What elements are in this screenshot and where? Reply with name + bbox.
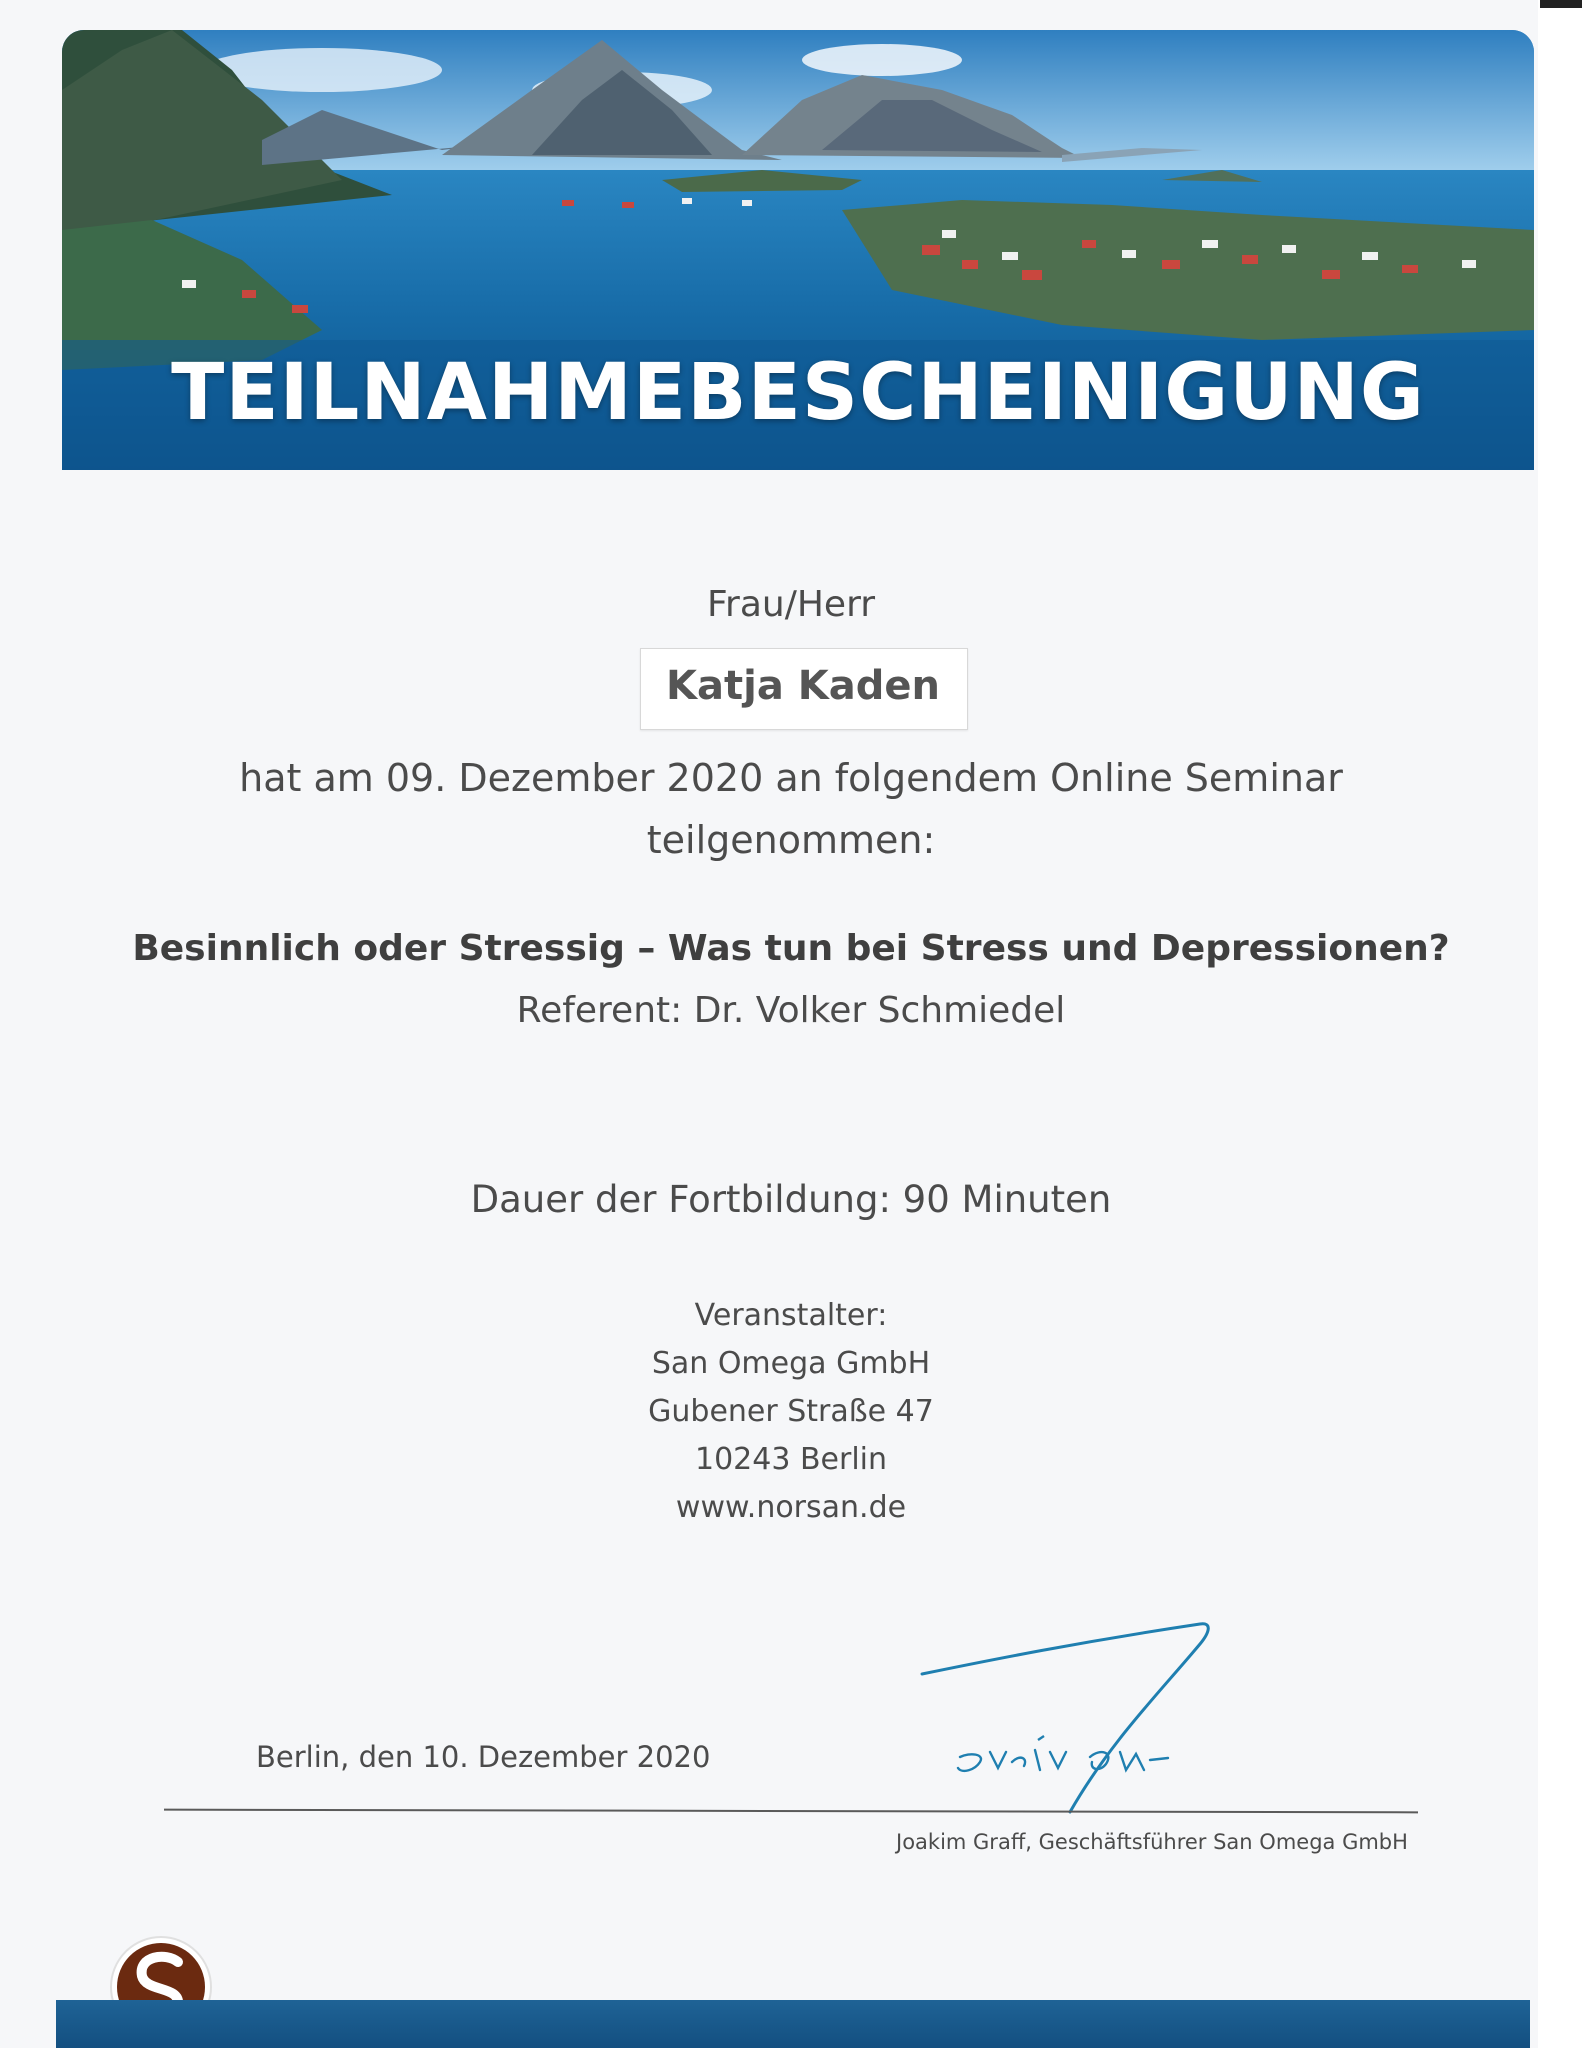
intro-line-2: teilgenommen: bbox=[646, 818, 936, 862]
organizer-city: 10243 Berlin bbox=[694, 1442, 888, 1477]
salutation: Frau/Herr bbox=[706, 584, 876, 625]
place-and-date: Berlin, den 10. Dezember 2020 bbox=[256, 1740, 711, 1774]
header-banner bbox=[62, 30, 1534, 470]
handwritten-signature bbox=[900, 1612, 1240, 1822]
scan-corner-mark bbox=[1540, 0, 1582, 8]
organizer-website: www.norsan.de bbox=[675, 1490, 907, 1525]
intro-line-1: hat am 09. Dezember 2020 an folgendem Online Seminar bbox=[239, 756, 1343, 800]
organizer-label: Veranstalter: bbox=[694, 1298, 888, 1333]
organizer-name: San Omega GmbH bbox=[651, 1346, 931, 1381]
signer-caption: Joakim Graff, Geschäftsführer San Omega GmbH bbox=[896, 1830, 1408, 1854]
seminar-speaker: Referent: Dr. Volker Schmiedel bbox=[516, 990, 1066, 1031]
certificate-title: TEILNAHMEBESCHEINIGUNG bbox=[171, 348, 1425, 438]
course-duration: Dauer der Fortbildung: 90 Minuten bbox=[470, 1178, 1112, 1221]
organizer-street: Gubener Straße 47 bbox=[648, 1394, 934, 1429]
recipient-name: Katja Kaden bbox=[666, 663, 940, 709]
seminar-title: Besinnlich oder Stressig – Was tun bei Stress und Depressionen? bbox=[132, 928, 1450, 969]
footer-band bbox=[56, 2000, 1530, 2048]
